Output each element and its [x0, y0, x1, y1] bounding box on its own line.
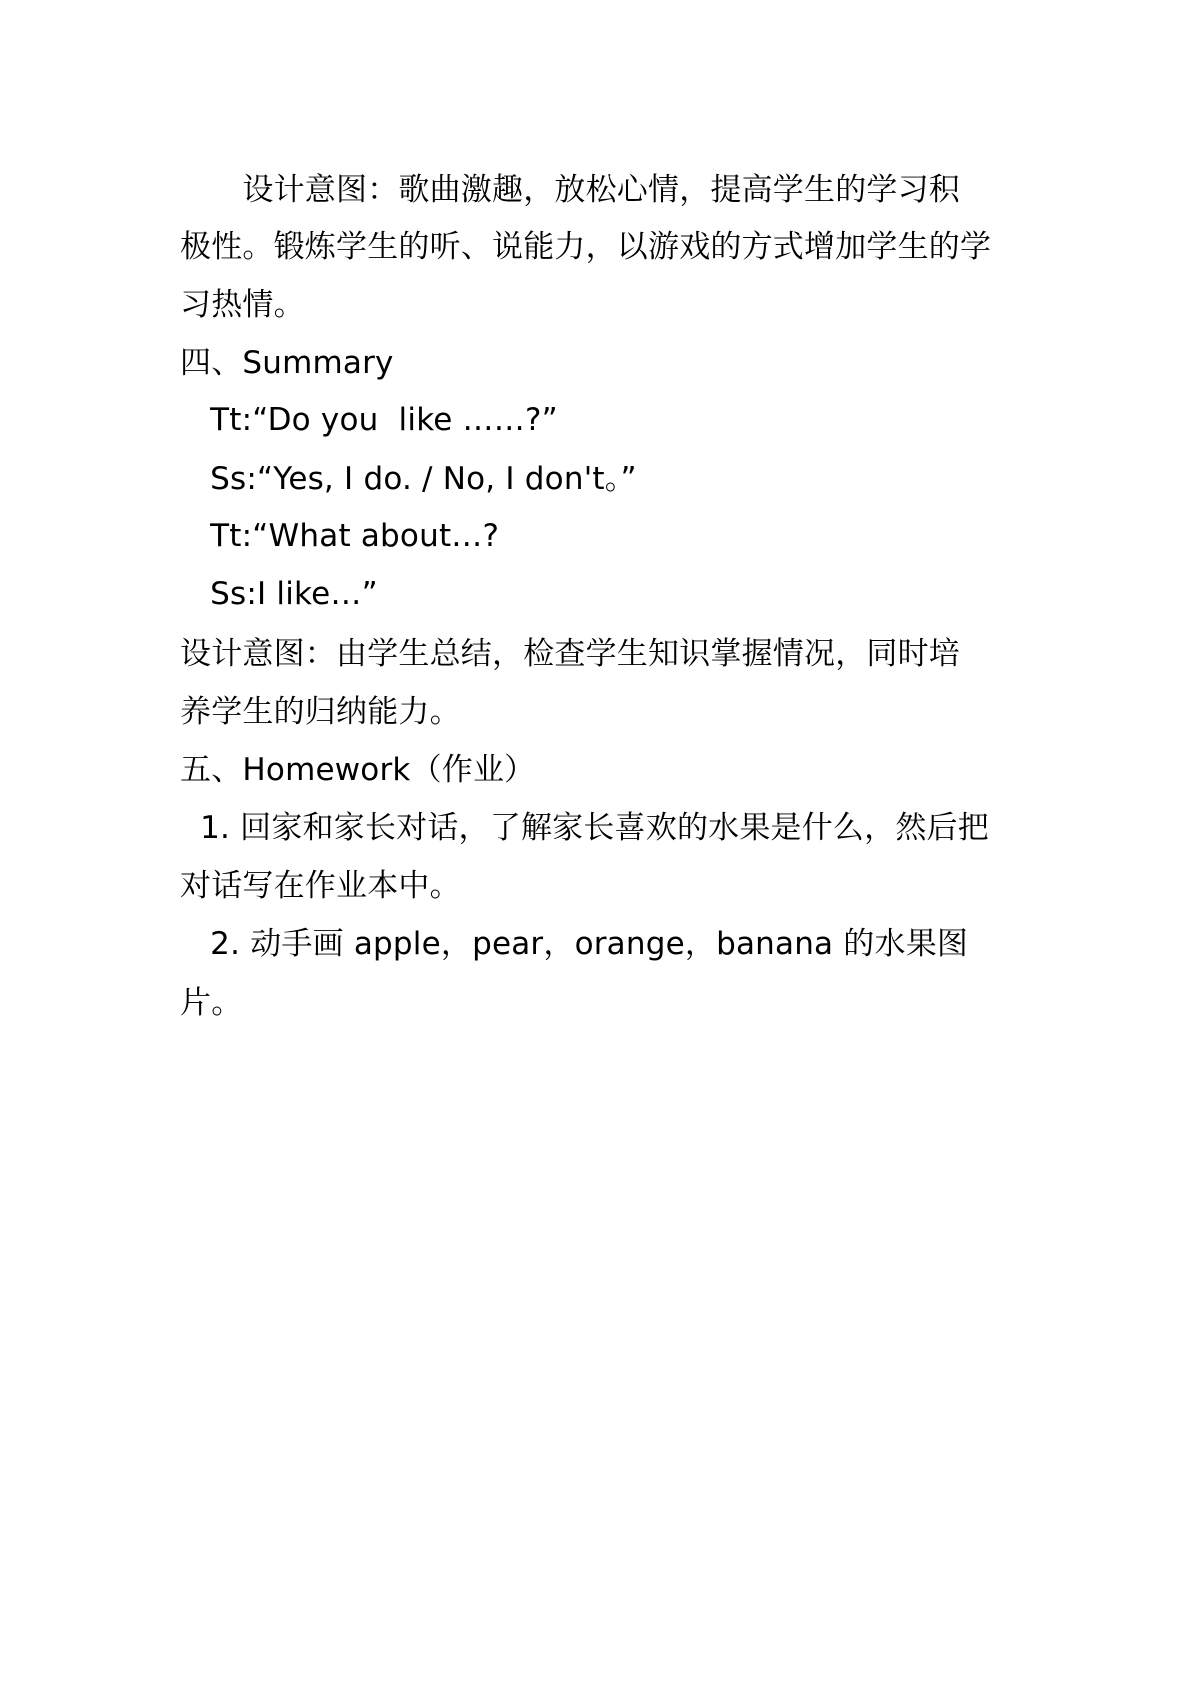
summary-dialogue-line-4: Ss:I like…” [180, 576, 378, 612]
design-intent-paragraph-1-line-3: 习热情。 [180, 287, 305, 323]
summary-heading: 四、Summary [180, 345, 394, 381]
design-intent-paragraph-1-line-1: 设计意图：歌曲激趣，放松心情，提高学生的学习积 [180, 172, 960, 208]
design-intent-paragraph-2-line-2: 养学生的归纳能力。 [180, 694, 461, 730]
homework-heading: 五、Homework（作业） [180, 752, 536, 788]
summary-dialogue-line-2: Ss:“Yes, I do. / No, I don't。” [180, 461, 637, 497]
homework-item-2-line-2: 片。 [180, 985, 243, 1021]
homework-item-1-line-2: 对话写在作业本中。 [180, 868, 461, 904]
summary-dialogue-line-3: Tt:“What about…? [180, 518, 500, 554]
design-intent-paragraph-1-line-2: 极性。锻炼学生的听、说能力，以游戏的方式增加学生的学 [180, 229, 992, 265]
homework-item-1-line-1: 1. 回家和家长对话，了解家长喜欢的水果是什么，然后把 [180, 810, 989, 846]
homework-item-2-line-1: 2. 动手画 apple，pear，orange，banana 的水果图 [180, 926, 969, 962]
design-intent-paragraph-2-line-1: 设计意图：由学生总结，检查学生知识掌握情况，同时培 [180, 636, 960, 672]
summary-dialogue-line-1: Tt:“Do you like ……?” [180, 402, 558, 438]
